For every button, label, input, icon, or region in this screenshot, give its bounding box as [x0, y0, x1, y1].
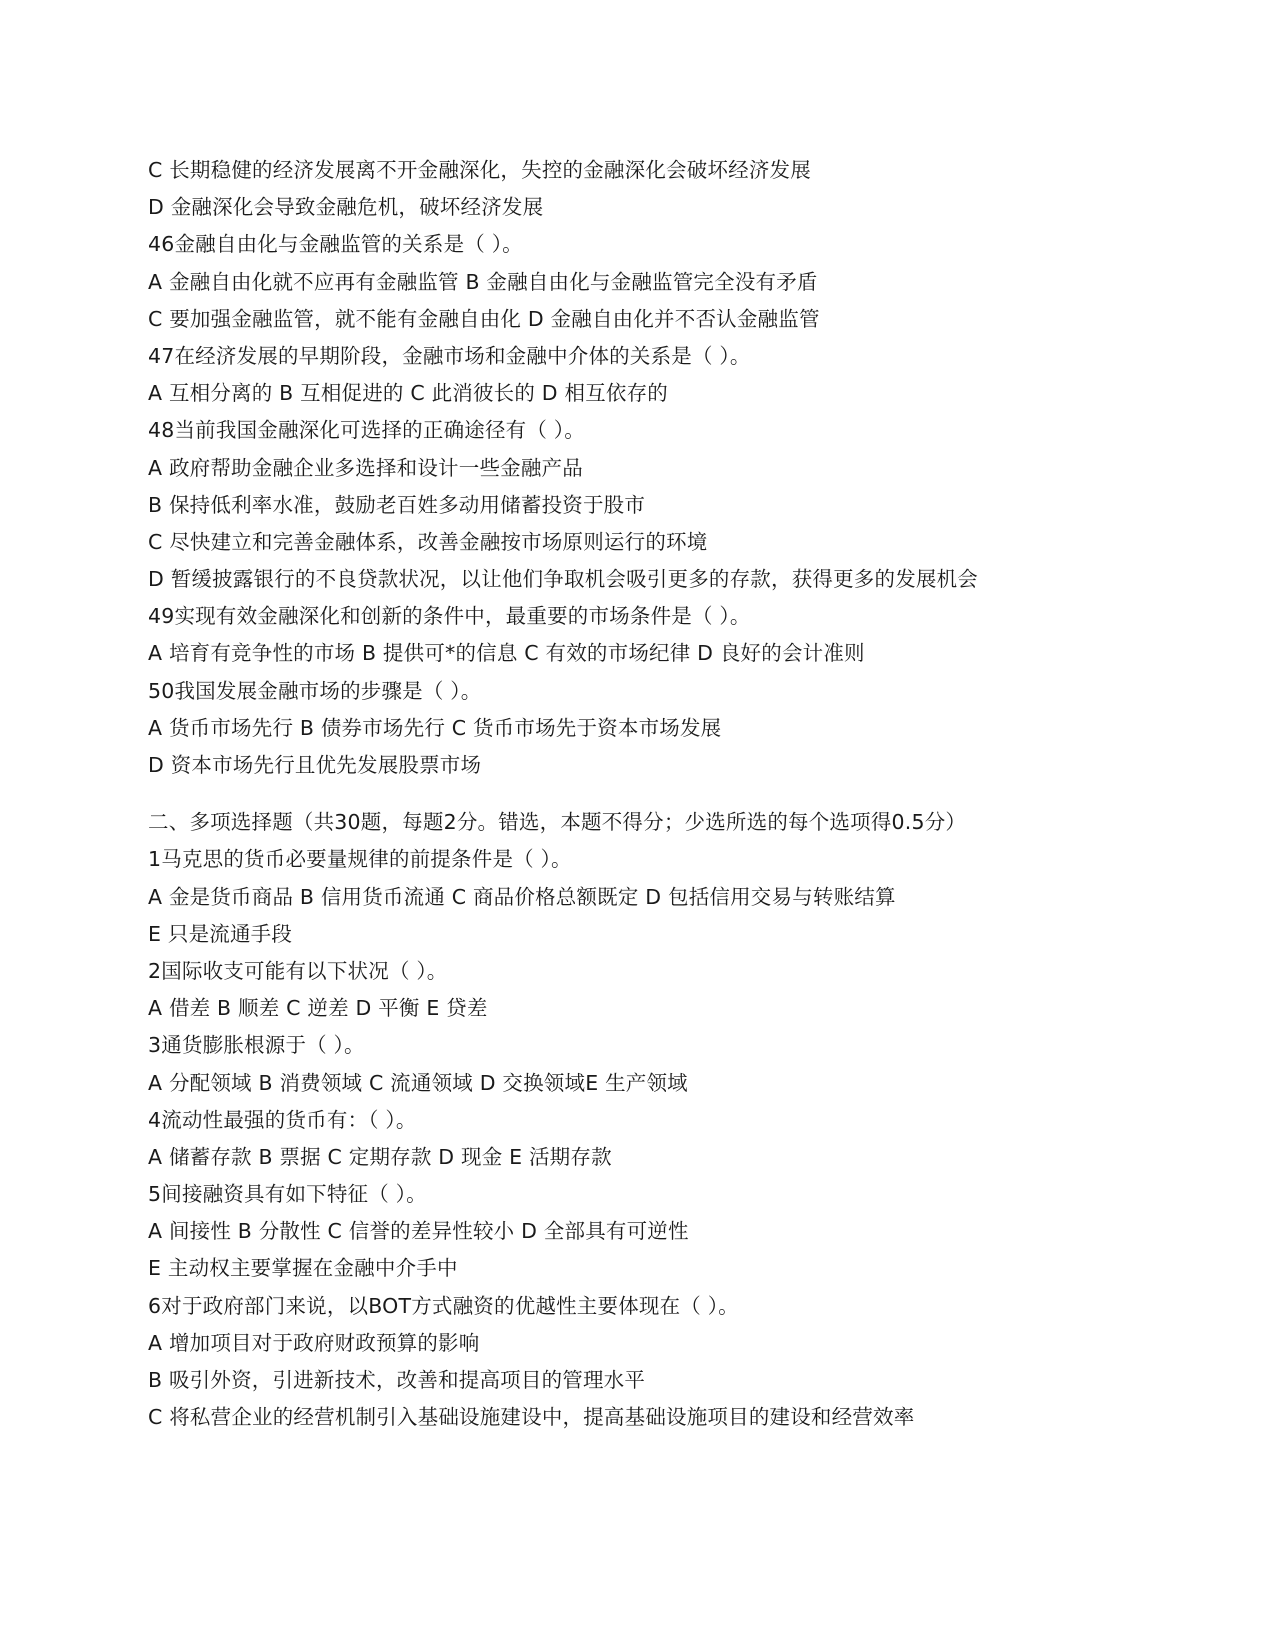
- options-line: B 保持低利率水准，鼓励老百姓多动用储蓄投资于股市: [148, 492, 646, 517]
- options-line: E 主动权主要掌握在金融中介手中: [148, 1256, 458, 1281]
- question-line: 50我国发展金融市场的步骤是（ ）。: [148, 678, 482, 703]
- question-line: 49实现有效金融深化和创新的条件中，最重要的市场条件是（ ）。: [148, 604, 751, 629]
- question-line: 46金融自由化与金融监管的关系是（ ）。: [148, 232, 523, 257]
- options-line: B 吸引外资，引进新技术，改善和提高项目的管理水平: [148, 1368, 646, 1392]
- options-line: A 储蓄存款 B 票据 C 定期存款 D 现金 E 活期存款: [148, 1144, 612, 1169]
- options-line: E 只是流通手段: [148, 921, 293, 946]
- options-line: A 互相分离的 B 互相促进的 C 此消彼长的 D 相互依存的: [148, 381, 668, 406]
- question-line: 48当前我国金融深化可选择的正确途径有（ ）。: [148, 418, 585, 443]
- options-line: A 金融自由化就不应再有金融监管 B 金融自由化与金融监管完全没有矛盾: [148, 269, 818, 294]
- options-line: A 间接性 B 分散性 C 信誉的差异性较小 D 全部具有可逆性: [148, 1219, 689, 1244]
- options-line: D 资本市场先行且优先发展股票市场: [148, 753, 482, 777]
- question-line: 4流动性最强的货币有：（ ）。: [148, 1107, 417, 1132]
- question-line: 5间接融资具有如下特征（ ）。: [148, 1182, 427, 1207]
- question-line: 3通货膨胀根源于（ ）。: [148, 1033, 365, 1058]
- document-body: [148, 152, 1188, 1436]
- options-line: A 培育有竞争性的市场 B 提供可*的信息 C 有效的市场纪律 D 良好的会计准则: [148, 641, 865, 666]
- options-line: A 分配领域 B 消费领域 C 流通领域 D 交换领域E 生产领域: [148, 1070, 688, 1095]
- options-line: C 尽快建立和完善金融体系，改善金融按市场原则运行的环境: [148, 529, 708, 554]
- question-line: 1马克思的货币必要量规律的前提条件是（ ）。: [148, 847, 572, 872]
- options-line: A 增加项目对于政府财政预算的影响: [148, 1330, 480, 1355]
- options-line: A 金是货币商品 B 信用货币流通 C 商品价格总额既定 D 包括信用交易与转账结算: [148, 884, 896, 909]
- options-line: C 要加强金融监管，就不能有金融自由化 D 金融自由化并不否认金融监管: [148, 306, 820, 331]
- text-line: D 金融深化会导致金融危机，破坏经济发展: [148, 195, 544, 220]
- options-line: A 政府帮助金融企业多选择和设计一些金融产品: [148, 455, 583, 480]
- question-line: 6对于政府部门来说，以BOT方式融资的优越性主要体现在（ ）。: [148, 1293, 739, 1318]
- options-line: C 将私营企业的经营机制引入基础设施建设中，提高基础设施项目的建设和经营效率: [148, 1405, 915, 1430]
- text-line: C 长期稳健的经济发展离不开金融深化，失控的金融深化会破坏经济发展: [148, 158, 811, 182]
- question-line: 2国际收支可能有以下状况（ ）。: [148, 958, 448, 983]
- section-spacer: [148, 784, 1188, 804]
- question-line: 47在经济发展的早期阶段，金融市场和金融中介体的关系是（ ）。: [148, 343, 751, 368]
- options-line: D 暂缓披露银行的不良贷款状况，以让他们争取机会吸引更多的存款，获得更多的发展机会: [148, 567, 978, 592]
- section-title: 二、多项选择题（共30题，每题2分。错选，本题不得分；少选所选的每个选项得0.5分）: [148, 810, 967, 835]
- options-line: A 借差 B 顺差 C 逆差 D 平衡 E 贷差: [148, 996, 488, 1021]
- options-line: A 货币市场先行 B 债券市场先行 C 货币市场先于资本市场发展: [148, 715, 722, 740]
